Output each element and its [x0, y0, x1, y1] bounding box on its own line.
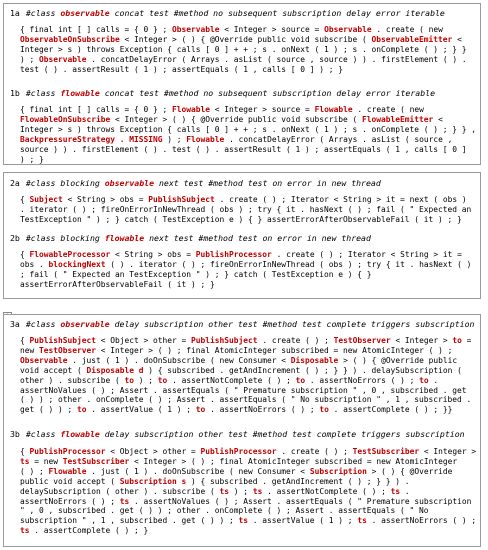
highlighted-token: Observable	[20, 355, 68, 365]
block-tag: 3a	[10, 319, 20, 329]
block-1b-header: 1b #class flowable concat test #method no subsequent subscription delay error iterable	[10, 88, 436, 98]
block-1a-header: 1a #class observable concat test #method no subsequent subscription delay error iterable	[10, 8, 445, 18]
code-line: BackpressureStrategy . MISSING ) ; Flowable . concatDelayError ( Arrays . asList ( source ,	[20, 134, 453, 144]
highlighted-token: Subject	[29, 195, 63, 204]
code-line: ) ; Observable . concatDelayError ( Arrays . asList ( source , source ) ) . firstElement ( ) .	[20, 54, 467, 64]
code-line: Observable . just ( 1 ) . doOnSubscribe ( new Consumer < Disposable > ( ) { @Override public	[20, 355, 458, 365]
highlighted-token: ts	[252, 486, 263, 496]
highlighted-token: to	[124, 375, 135, 385]
highlighted-token: to	[295, 375, 306, 385]
highlighted-token: FlowableEmitter	[362, 114, 434, 124]
highlighted-token: to	[157, 375, 168, 385]
code-line: obs . blockingNext ( ) . iterator ( ) ; fireOnErrorInNewThread ( obs ) ; try { it . hasNext ( )	[20, 259, 472, 269]
highlighted-token: PublishProcessor	[195, 250, 272, 259]
code-line: Integer > s ) throws Exception { calls [ 0 ] + + ; s . onNext ( 1 ) ; s . onComplete ( ) ; } }	[20, 44, 467, 54]
code-line: ( ) ) ; other . onComplete ( ) ; Assert . assertEquals ( " No subscription " , 1 , subscribed .	[20, 395, 472, 405]
code-line: { PublishProcessor < Object > other = PublishProcessor . create ( ) ; TestSubscriber < Integer >	[20, 447, 477, 456]
highlighted-token: Subscription s	[119, 476, 187, 486]
class-keyword: flowable	[60, 88, 100, 98]
block-3a-code	[20, 336, 476, 415]
code-line: assertNoErrors ( ) ; ts . assertNoValues ( ) ; Assert . assertEquals ( " Premature subscription	[20, 496, 472, 506]
code-line: " , 0 , subscribed . get ( ) ) ; other . onComplete ( ) ; Assert . assertEquals ( " No	[20, 506, 429, 516]
code-line: { FlowableProcessor < String > obs = PublishProcessor . create ( ) ; Iterator < String > it =	[20, 250, 462, 259]
class-keyword: flowable	[60, 429, 100, 439]
code-line: subscription " , 1 , subscribed . get ( ) ) ; ts . assertValue ( 1 ) ; ts . assertNoErrors ( ) ;	[20, 516, 477, 526]
code-line: ObservableOnSubscribe < Integer > ( ) { @Override public void subscribe ( ObservableEmitter <	[20, 34, 462, 44]
code-line: ( ) ; Flowable . just ( 1 ) . doOnSubscribe ( new Consumer < Subscription > ( ) { @Override	[20, 466, 453, 476]
block-tag: 2b	[10, 233, 20, 243]
highlighted-token: Flowable	[48, 466, 87, 476]
highlighted-token: TestSubscriber	[352, 447, 420, 456]
highlighted-token: PublishProcessor	[200, 447, 277, 456]
highlighted-token: PublishSubject	[29, 336, 97, 345]
block-tag: 3b	[10, 429, 20, 439]
block-2a-code	[20, 195, 476, 225]
code-line: delaySubscription ( other ) . subscribe ( ts ) ; ts . assertNotComplete ( ) ; ts .	[20, 486, 410, 496]
code-line: void accept ( Disposable d ) { subscribed . getAndIncrement ( ) ; } } ) . delaySubscription (	[20, 365, 462, 375]
highlighted-token: to	[77, 405, 87, 415]
highlighted-token: Flowable	[314, 105, 353, 114]
highlighted-token: FlowableProcessor	[29, 250, 111, 259]
highlighted-token: PublishProcessor	[29, 447, 106, 456]
code-line: new TestObserver < Integer > ( ) ; final AtomicInteger subscribed = new AtomicInteger ( ) ;	[20, 345, 453, 355]
highlighted-token: ts	[219, 486, 230, 496]
code-line: { final int [ ] calls = { 0 } ; Observable < Integer > source = Observable . create ( new	[20, 25, 443, 34]
code-line: get ( ) ) ; to . assertValue ( 1 ) ; to . assertNoErrors ( ) ; to . assertComplete ( ) ; }}	[20, 405, 453, 415]
block-tag: 1b	[10, 88, 20, 98]
highlighted-token: ts	[119, 496, 130, 506]
class-keyword: observable	[60, 8, 110, 18]
highlighted-token: Observable	[172, 25, 220, 34]
highlighted-token: TestObserver	[39, 345, 97, 355]
block-3b-code	[20, 447, 476, 536]
highlighted-token: ts	[20, 456, 30, 466]
class-keyword: observable	[104, 178, 155, 188]
class-keyword: observable	[60, 319, 110, 329]
highlighted-token: FlowableOnSubscribe	[20, 114, 111, 124]
block-2b-header: 2b #class blocking flowable next test #method test on error in new thread	[10, 233, 371, 243]
code-line: assertNoValues ( ) ; Assert . assertEquals ( " Premature subscription " , 0 , subscribed . get	[20, 385, 467, 395]
highlighted-token: blockingNext	[48, 259, 106, 269]
code-line: ts = new TestSubscriber < Integer > ( ) ; final AtomicInteger subscribed = new AtomicInteger	[20, 456, 458, 466]
code-line: other ) . subscribe ( to ) ; to . assertNotComplete ( ) ; to . assertNoErrors ( ) ; to .	[20, 375, 439, 385]
code-line: assertErrorAfterObservableFail ( it ) ; }	[20, 279, 215, 289]
highlighted-token: Flowable	[172, 105, 211, 114]
block-tag: 2a	[10, 178, 20, 188]
highlighted-token: ObservableOnSubscribe	[20, 34, 120, 44]
highlighted-token: to	[452, 336, 462, 345]
block-2b-code	[20, 250, 476, 290]
highlighted-token: Observable	[324, 25, 372, 34]
highlighted-token: Disposable d	[86, 365, 144, 375]
panel-2	[3, 172, 481, 299]
block-3b-header: 3b #class flowable delay subscription other test #method test complete triggers subscription	[10, 429, 465, 439]
code-line: Integer > s ) throws Exception { calls [ 0 ] + + ; s . onNext ( 1 ) ; s . onComplete ( ) ; } } ,	[20, 124, 477, 134]
code-line: ts . assertComplete ( ) ; }	[20, 526, 149, 536]
highlighted-token: ObservableEmitter	[371, 34, 453, 44]
panel-1	[3, 3, 481, 165]
block-2a-header: 2a #class blocking observable next test #method test on error in new thread	[10, 178, 381, 188]
code-line: ; fail ( " Expected an TestException " ) ; } catch ( TestException e ) { }	[20, 269, 372, 279]
highlighted-token: Observable	[39, 54, 87, 64]
highlighted-token: ts	[390, 486, 401, 496]
highlighted-token: TestSubscriber	[62, 456, 130, 466]
highlighted-token: ts	[20, 526, 30, 536]
code-line: { Subject < String > obs = PublishSubject . create ( ) ; Iterator < String > it = next ( obs )	[20, 195, 467, 204]
highlighted-token: TestObserver	[333, 336, 391, 345]
code-line: ) ; }	[20, 154, 44, 164]
highlighted-token: PublishSubject	[148, 195, 215, 204]
highlighted-token: Flowable	[186, 134, 225, 144]
highlighted-token: Disposable	[290, 355, 339, 365]
highlighted-token: Subscription	[309, 466, 367, 476]
code-line: FlowableOnSubscribe < Integer > ( ) { @Override public void subscribe ( FlowableEmitter <	[20, 114, 443, 124]
code-line: TestException " ) ; } catch ( TestException e ) { } assertErrorAfterObservableFail ( it ) ; }	[20, 214, 462, 224]
highlighted-token: BackpressureStrategy . MISSING	[20, 134, 163, 144]
code-line: { final int [ ] calls = { 0 } ; Flowable < Integer > source = Flowable . create ( new	[20, 105, 424, 114]
class-keyword: flowable	[104, 233, 145, 243]
block-1a-code	[20, 25, 476, 75]
highlighted-token: ts	[238, 516, 249, 526]
block-3a-header: 3a #class observable delay subscription other test #method test complete triggers subscription	[10, 319, 475, 329]
code-line: public void accept ( Subscription s ) { subscribed . getAndIncrement ( ) ; } } ) .	[20, 476, 410, 486]
block-tag: 1a	[10, 8, 20, 18]
code-line: test ( ) . assertResult ( 1 ) ; assertEquals ( 1 , calls [ 0 ] ) ; }	[20, 64, 344, 74]
highlighted-token: to	[319, 405, 329, 415]
highlighted-token: to	[419, 375, 429, 385]
highlighted-token: to	[195, 405, 206, 415]
block-1b-code	[20, 105, 476, 164]
code-line: source ) ) . firstElement ( ) . test ( ) . assertResult ( 1 ) ; assertEquals ( 1 , calls [ 0 ]	[20, 144, 467, 154]
panel-3	[3, 314, 481, 547]
code-line: { PublishSubject < Object > other = PublishSubject . create ( ) ; TestObserver < Integer > to =	[20, 336, 472, 345]
code-line: . iterator ( ) ; fireOnErrorInNewThread ( obs ) ; try { it . hasNext ( ) ; fail ( " Expected an	[20, 204, 472, 214]
highlighted-token: ts	[357, 516, 367, 526]
highlighted-token: PublishSubject	[191, 336, 258, 345]
